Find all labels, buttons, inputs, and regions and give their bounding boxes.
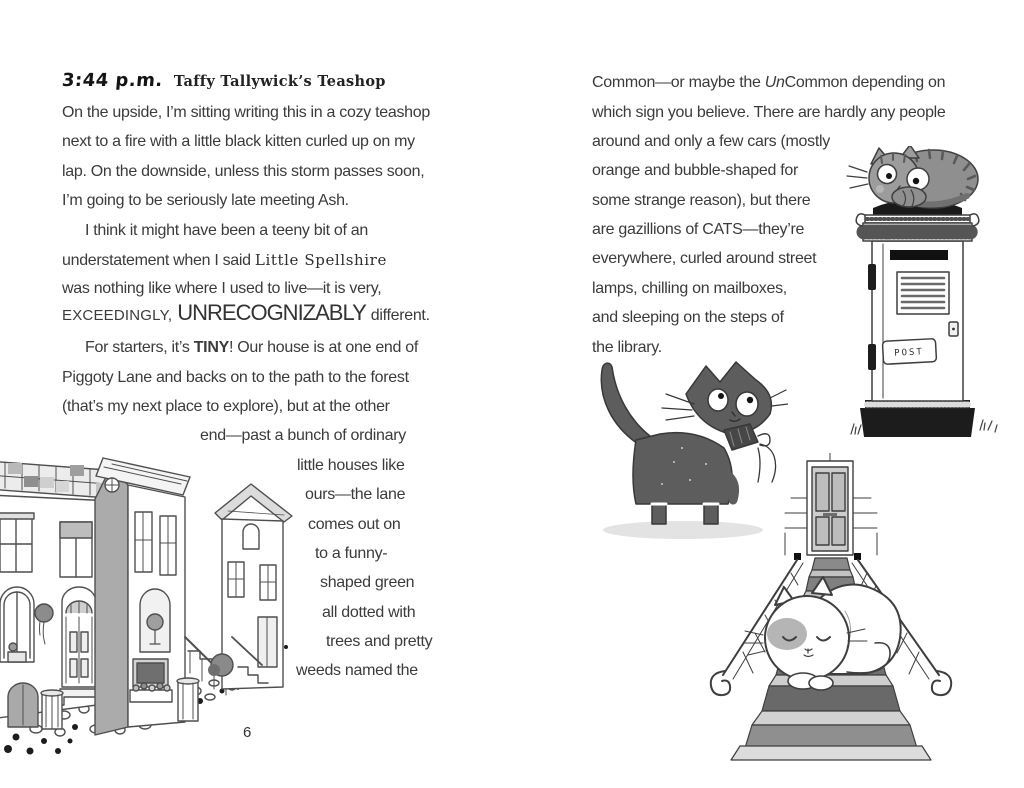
text-line: are gazillions of CATS—they’re bbox=[592, 221, 805, 238]
sleeping-cat-steps-illustration bbox=[695, 453, 970, 765]
text-line: I think it might have been a teeny bit of an bbox=[85, 222, 368, 239]
text-line: the library. bbox=[592, 339, 662, 356]
text-line: comes out on bbox=[308, 516, 401, 533]
text-line: (that’s my next place to explore), but at the other bbox=[62, 398, 390, 415]
text-line: around and only a few cars (mostly bbox=[592, 133, 830, 150]
page-number: 6 bbox=[243, 724, 252, 741]
text-line: For starters, it’s TINY! Our house is at one end of bbox=[85, 339, 419, 356]
text-line: was nothing like where I used to live—it is very, bbox=[62, 280, 382, 297]
text-line: end—past a bunch of ordinary bbox=[200, 427, 406, 444]
post-label: POST bbox=[893, 347, 925, 359]
text-line: understatement when I said Little Spellshire bbox=[62, 251, 387, 269]
post-label-plate bbox=[882, 339, 936, 365]
text-line: which sign you believe. There are hardly any people bbox=[592, 104, 946, 121]
text-line: lamps, chilling on mailboxes, bbox=[592, 280, 787, 297]
text-line-emphasis: EXCEEDINGLY, UNRECOGNIZABLY different. bbox=[62, 300, 430, 325]
entry-time: 3:44 p.m. bbox=[61, 70, 164, 91]
text-line: shaped green bbox=[320, 574, 415, 591]
cat-on-mailbox-illustration bbox=[845, 146, 1010, 441]
text-line: everywhere, curled around street bbox=[592, 250, 817, 267]
text-line: to a funny- bbox=[315, 545, 388, 562]
text-line: trees and pretty bbox=[326, 633, 433, 650]
text-line: I’m going to be seriously late meeting Ash. bbox=[62, 192, 349, 209]
italic-word: Un bbox=[764, 74, 785, 91]
place-name: Little Spellshire bbox=[254, 251, 387, 269]
bold-word: TINY bbox=[193, 339, 229, 356]
library-door bbox=[785, 453, 877, 555]
text-line: and sleeping on the steps of bbox=[592, 309, 784, 326]
text-line: On the upside, I’m sitting writing this in a cozy teashop bbox=[62, 104, 430, 121]
text-line: lap. On the downside, unless this storm passes soon, bbox=[62, 163, 425, 180]
text-line: Piggoty Lane and backs on to the path to the forest bbox=[62, 369, 409, 386]
text-line: next to a fire with a little black kitten curled up on my bbox=[62, 133, 415, 150]
text-line: little houses like bbox=[297, 457, 405, 474]
entry-title: Taffy Tallywick’s Teashop bbox=[173, 73, 386, 90]
text-line: Common—or maybe the UnCommon depending on bbox=[592, 74, 946, 91]
tabby-cat bbox=[847, 146, 978, 208]
text-line: some strange reason), but there bbox=[592, 192, 811, 209]
text-line: ours—the lane bbox=[305, 486, 406, 503]
emphasis-word: UNRECOGNIZABLY bbox=[177, 300, 366, 325]
post-box bbox=[856, 199, 979, 437]
text-line: orange and bubble-shaped for bbox=[592, 162, 798, 179]
text-line: weeds named the bbox=[296, 662, 418, 679]
text-line: all dotted with bbox=[322, 604, 416, 621]
